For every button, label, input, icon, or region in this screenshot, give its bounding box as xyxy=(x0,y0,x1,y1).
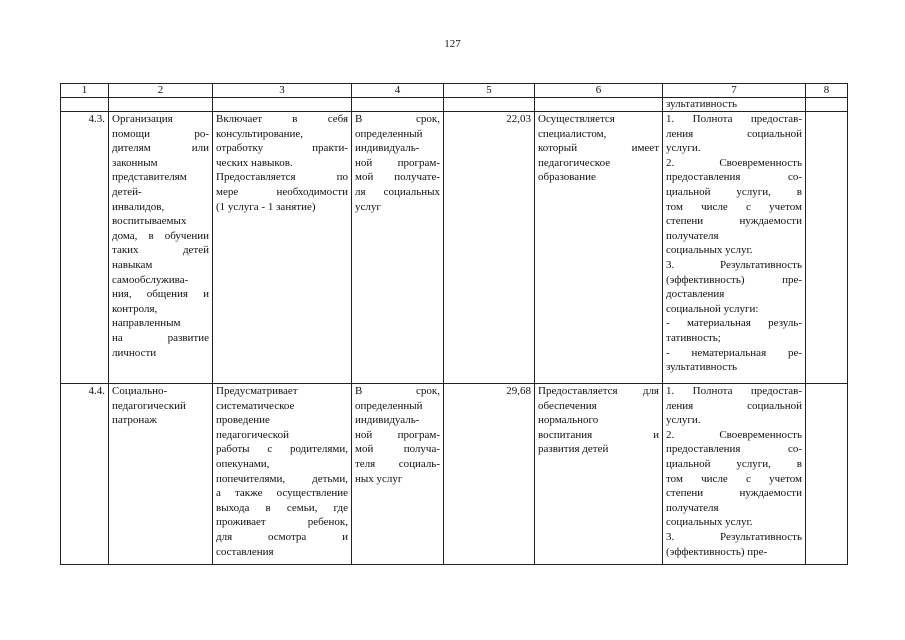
cell-line: Предоставляется по xyxy=(216,171,348,184)
cell-line: воспитания и xyxy=(538,428,659,441)
table-cell xyxy=(352,98,444,112)
cell-line: а также осуществление xyxy=(216,487,348,500)
cell-line: мой получате- xyxy=(355,171,440,184)
cell-line: 3. Результативность xyxy=(666,258,802,271)
cell-line: мере необходимости xyxy=(216,185,348,198)
cell-line: определенный xyxy=(355,127,423,140)
continuation-row xyxy=(61,98,848,112)
cell-line: социальных услуг. xyxy=(666,244,753,257)
cell-line: ной програм- xyxy=(355,156,440,169)
cell-line: инвалидов, xyxy=(112,200,165,213)
cell-line: Предусматривает xyxy=(216,385,298,397)
table-cell xyxy=(213,98,352,112)
cell-line: проведение xyxy=(216,414,270,427)
header-cell: 7 xyxy=(663,84,806,98)
row-number: 4.3. xyxy=(61,112,109,384)
col8-cell xyxy=(806,384,848,565)
cell-line: воспитываемых xyxy=(112,215,187,228)
cell-line: циальной услуги, в xyxy=(666,185,802,198)
cell-line: 1. Полнота предостав- xyxy=(666,385,802,397)
cell-line: мой получа- xyxy=(355,443,440,456)
continuation-text: зультативность xyxy=(663,98,806,112)
table-cell xyxy=(61,98,109,112)
cell-line: услуги. xyxy=(666,414,701,427)
header-cell: 3 xyxy=(213,84,352,98)
table-cell xyxy=(109,98,213,112)
quality-indicators xyxy=(663,384,806,565)
cell-line: 2. Своевременность xyxy=(666,428,802,441)
quality-indicators xyxy=(663,112,806,384)
cell-line: (эффективность) пре- xyxy=(666,545,768,558)
cell-line: для осмотра и xyxy=(216,530,348,543)
cell-line: 1. Полнота предостав- xyxy=(666,113,802,125)
col8-cell xyxy=(806,112,848,384)
table-cell xyxy=(806,98,848,112)
cell-line: определенный xyxy=(355,399,423,412)
cell-line: работы с родителями, xyxy=(216,443,348,456)
cell-line: детей- xyxy=(112,185,142,198)
cell-line: социальных услуг. xyxy=(666,516,753,529)
cell-line: который имеет xyxy=(538,142,659,155)
cell-line: ления социальной xyxy=(666,127,802,140)
cell-line: теля социаль- xyxy=(355,457,440,470)
cell-line: индивидуаль- xyxy=(355,414,420,427)
page-number: 127 xyxy=(444,38,461,50)
cell-line: циальной услуги, в xyxy=(666,457,802,470)
cell-line: 3. Результативность xyxy=(666,530,802,543)
services-table xyxy=(60,83,848,565)
cell-line: попечителями, детьми, xyxy=(216,472,348,485)
cell-line: контроля, xyxy=(112,302,158,315)
cell-line: том числе с учетом xyxy=(666,472,802,485)
cell-line: - материальная резуль- xyxy=(666,317,802,330)
service-term xyxy=(352,112,444,384)
cell-line: степени нуждаемости xyxy=(666,215,802,228)
cell-line: таких детей xyxy=(112,244,209,257)
service-name xyxy=(109,112,213,384)
cell-line: тативность; xyxy=(666,331,721,344)
cell-line: развития детей xyxy=(538,443,609,456)
service-conditions xyxy=(535,112,663,384)
cell-line: законным xyxy=(112,156,158,169)
cell-line: нормального xyxy=(538,414,599,427)
header-cell: 5 xyxy=(444,84,535,98)
cell-line: представителям xyxy=(112,171,187,184)
cell-line: личности xyxy=(112,346,157,359)
cell-line: В срок, xyxy=(355,385,440,397)
table-row xyxy=(61,384,848,565)
cell-line: (эффективность) пре- xyxy=(666,273,802,286)
cell-line: дителям или xyxy=(112,142,209,155)
cell-line: навыкам xyxy=(112,258,153,271)
cell-line: составления xyxy=(216,545,274,558)
service-description xyxy=(213,384,352,565)
cell-line: том числе с учетом xyxy=(666,200,802,213)
cell-line: Осуществляется xyxy=(538,113,615,125)
table-cell xyxy=(444,98,535,112)
header-cell: 2 xyxy=(109,84,213,98)
service-term xyxy=(352,384,444,565)
cell-line: услуги. xyxy=(666,142,701,155)
cell-line: педагогической xyxy=(216,428,289,441)
cell-line: специалистом, xyxy=(538,127,607,140)
table-cell xyxy=(535,98,663,112)
cell-line: отработку практи- xyxy=(216,142,348,155)
service-tariff: 29,68 xyxy=(444,384,535,565)
table-row xyxy=(61,112,848,384)
row-number: 4.4. xyxy=(61,384,109,565)
cell-line: дома, в обучении xyxy=(112,229,209,242)
header-cell: 4 xyxy=(352,84,444,98)
cell-line: опекунами, xyxy=(216,457,270,470)
cell-line: Организация xyxy=(112,113,173,125)
cell-line: ления социальной xyxy=(666,399,802,412)
cell-line: проживает ребенок, xyxy=(216,516,348,529)
cell-line: предоставления со- xyxy=(666,171,802,184)
header-cell: 6 xyxy=(535,84,663,98)
header-cell: 1 xyxy=(61,84,109,98)
service-tariff: 22,03 xyxy=(444,112,535,384)
header-cell: 8 xyxy=(806,84,848,98)
cell-line: на развитие xyxy=(112,331,209,344)
cell-line: получателя xyxy=(666,229,719,242)
cell-line: ния, общения и xyxy=(112,288,209,301)
cell-line: обеспечения xyxy=(538,399,597,412)
cell-line: получателя xyxy=(666,501,719,514)
service-conditions xyxy=(535,384,663,565)
service-name xyxy=(109,384,213,565)
cell-line: индивидуаль- xyxy=(355,142,420,155)
cell-line: Социально- xyxy=(112,385,168,397)
cell-line: предоставления со- xyxy=(666,443,802,456)
cell-line: 2. Своевременность xyxy=(666,156,802,169)
cell-line: зультативность xyxy=(666,361,738,374)
cell-line: социальной услуги: xyxy=(666,302,759,315)
cell-line: степени нуждаемости xyxy=(666,487,802,500)
cell-line: помощи ро- xyxy=(112,127,209,140)
cell-line: выхода в семьи, где xyxy=(216,501,348,514)
cell-line: педагогический xyxy=(112,399,186,412)
cell-line: (1 услуга - 1 занятие) xyxy=(216,200,316,213)
cell-line: консультирование, xyxy=(216,127,304,140)
table-header-row xyxy=(61,84,848,98)
cell-line: педагогическое xyxy=(538,156,611,169)
cell-line: ной програм- xyxy=(355,428,440,441)
cell-line: В срок, xyxy=(355,113,440,125)
cell-line: доставления xyxy=(666,288,725,301)
cell-line: направленным xyxy=(112,317,181,330)
service-description xyxy=(213,112,352,384)
cell-line: систематическое xyxy=(216,399,295,412)
cell-line: самообслужива- xyxy=(112,273,189,286)
cell-line: ческих навыков. xyxy=(216,156,293,169)
cell-line: услуг xyxy=(355,200,381,213)
cell-line: - нематериальная ре- xyxy=(666,346,802,359)
cell-line: патронаж xyxy=(112,414,157,427)
cell-line: ных услуг xyxy=(355,472,403,485)
cell-line: ля социальных xyxy=(355,185,440,198)
cell-line: Включает в себя xyxy=(216,113,348,125)
cell-line: Предоставляется для xyxy=(538,385,659,397)
cell-line: образование xyxy=(538,171,596,184)
